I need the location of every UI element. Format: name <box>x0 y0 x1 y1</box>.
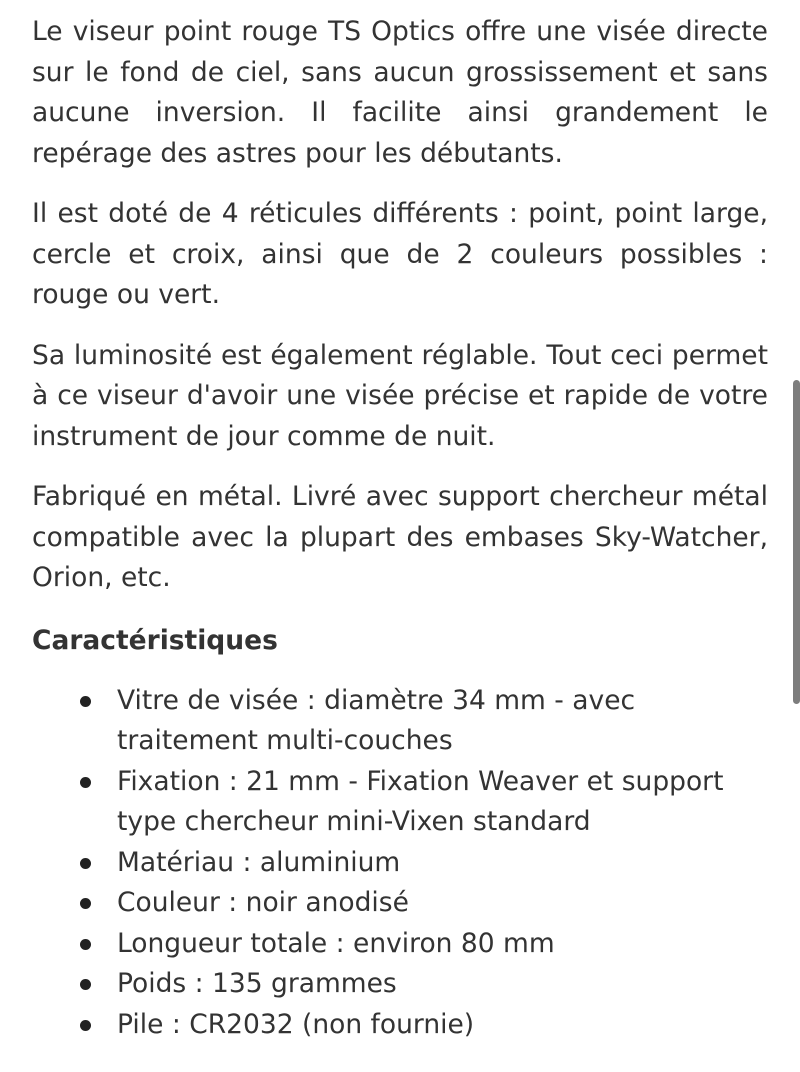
description-paragraph: Le viseur point rouge TS Optics offre une visée directe sur le fond de ciel, sans aucun grossissement et sans aucune inversion. Il facilite ainsi grandement le repérage des astres pour les débutants. <box>32 16 768 169</box>
list-item <box>117 924 768 965</box>
bullet-icon <box>80 979 91 990</box>
bullet-icon <box>80 1020 91 1031</box>
spec-text: Pile : CR2032 (non fournie) <box>117 1008 475 1040</box>
list-item <box>117 762 768 843</box>
description-paragraph: Sa luminosité est également réglable. Tout ceci permet à ce viseur d'avoir une visée précise et rapide de votre instrument de jour comme de nuit. <box>32 339 768 452</box>
list-item <box>117 843 768 884</box>
product-description <box>32 12 768 1045</box>
spec-text: Matériau : aluminium <box>117 846 401 878</box>
spec-text: Longueur totale : environ 80 mm <box>117 927 555 959</box>
list-item <box>117 1005 768 1046</box>
bullet-icon <box>80 898 91 909</box>
list-item <box>117 681 768 762</box>
bullet-icon <box>80 939 91 950</box>
bullet-icon <box>80 858 91 869</box>
list-item <box>117 883 768 924</box>
bullet-icon <box>80 777 91 788</box>
spec-text: Poids : 135 grammes <box>117 968 397 999</box>
specs-list <box>32 681 768 1046</box>
spec-text: Vitre de visée : diamètre 34 mm - avec traitement multi-couches <box>117 684 636 756</box>
bullet-icon <box>80 696 91 707</box>
spec-text: Fixation : 21 mm - Fixation Weaver et support type chercheur mini-Vixen standard <box>117 765 724 837</box>
description-paragraph: Il est doté de 4 réticules différents : point, point large, cercle et croix, ainsi que de 2 couleurs possibles : rouge ou vert. <box>32 198 768 310</box>
description-paragraph: Fabriqué en métal. Livré avec support chercheur métal compatible avec la plupart des embases Sky-Watcher, Orion, etc. <box>32 481 768 593</box>
spec-text: Couleur : noir anodisé <box>117 887 409 918</box>
scrollbar-thumb[interactable] <box>793 380 800 704</box>
specs-heading: Caractéristiques <box>32 624 278 656</box>
list-item <box>117 964 768 1005</box>
